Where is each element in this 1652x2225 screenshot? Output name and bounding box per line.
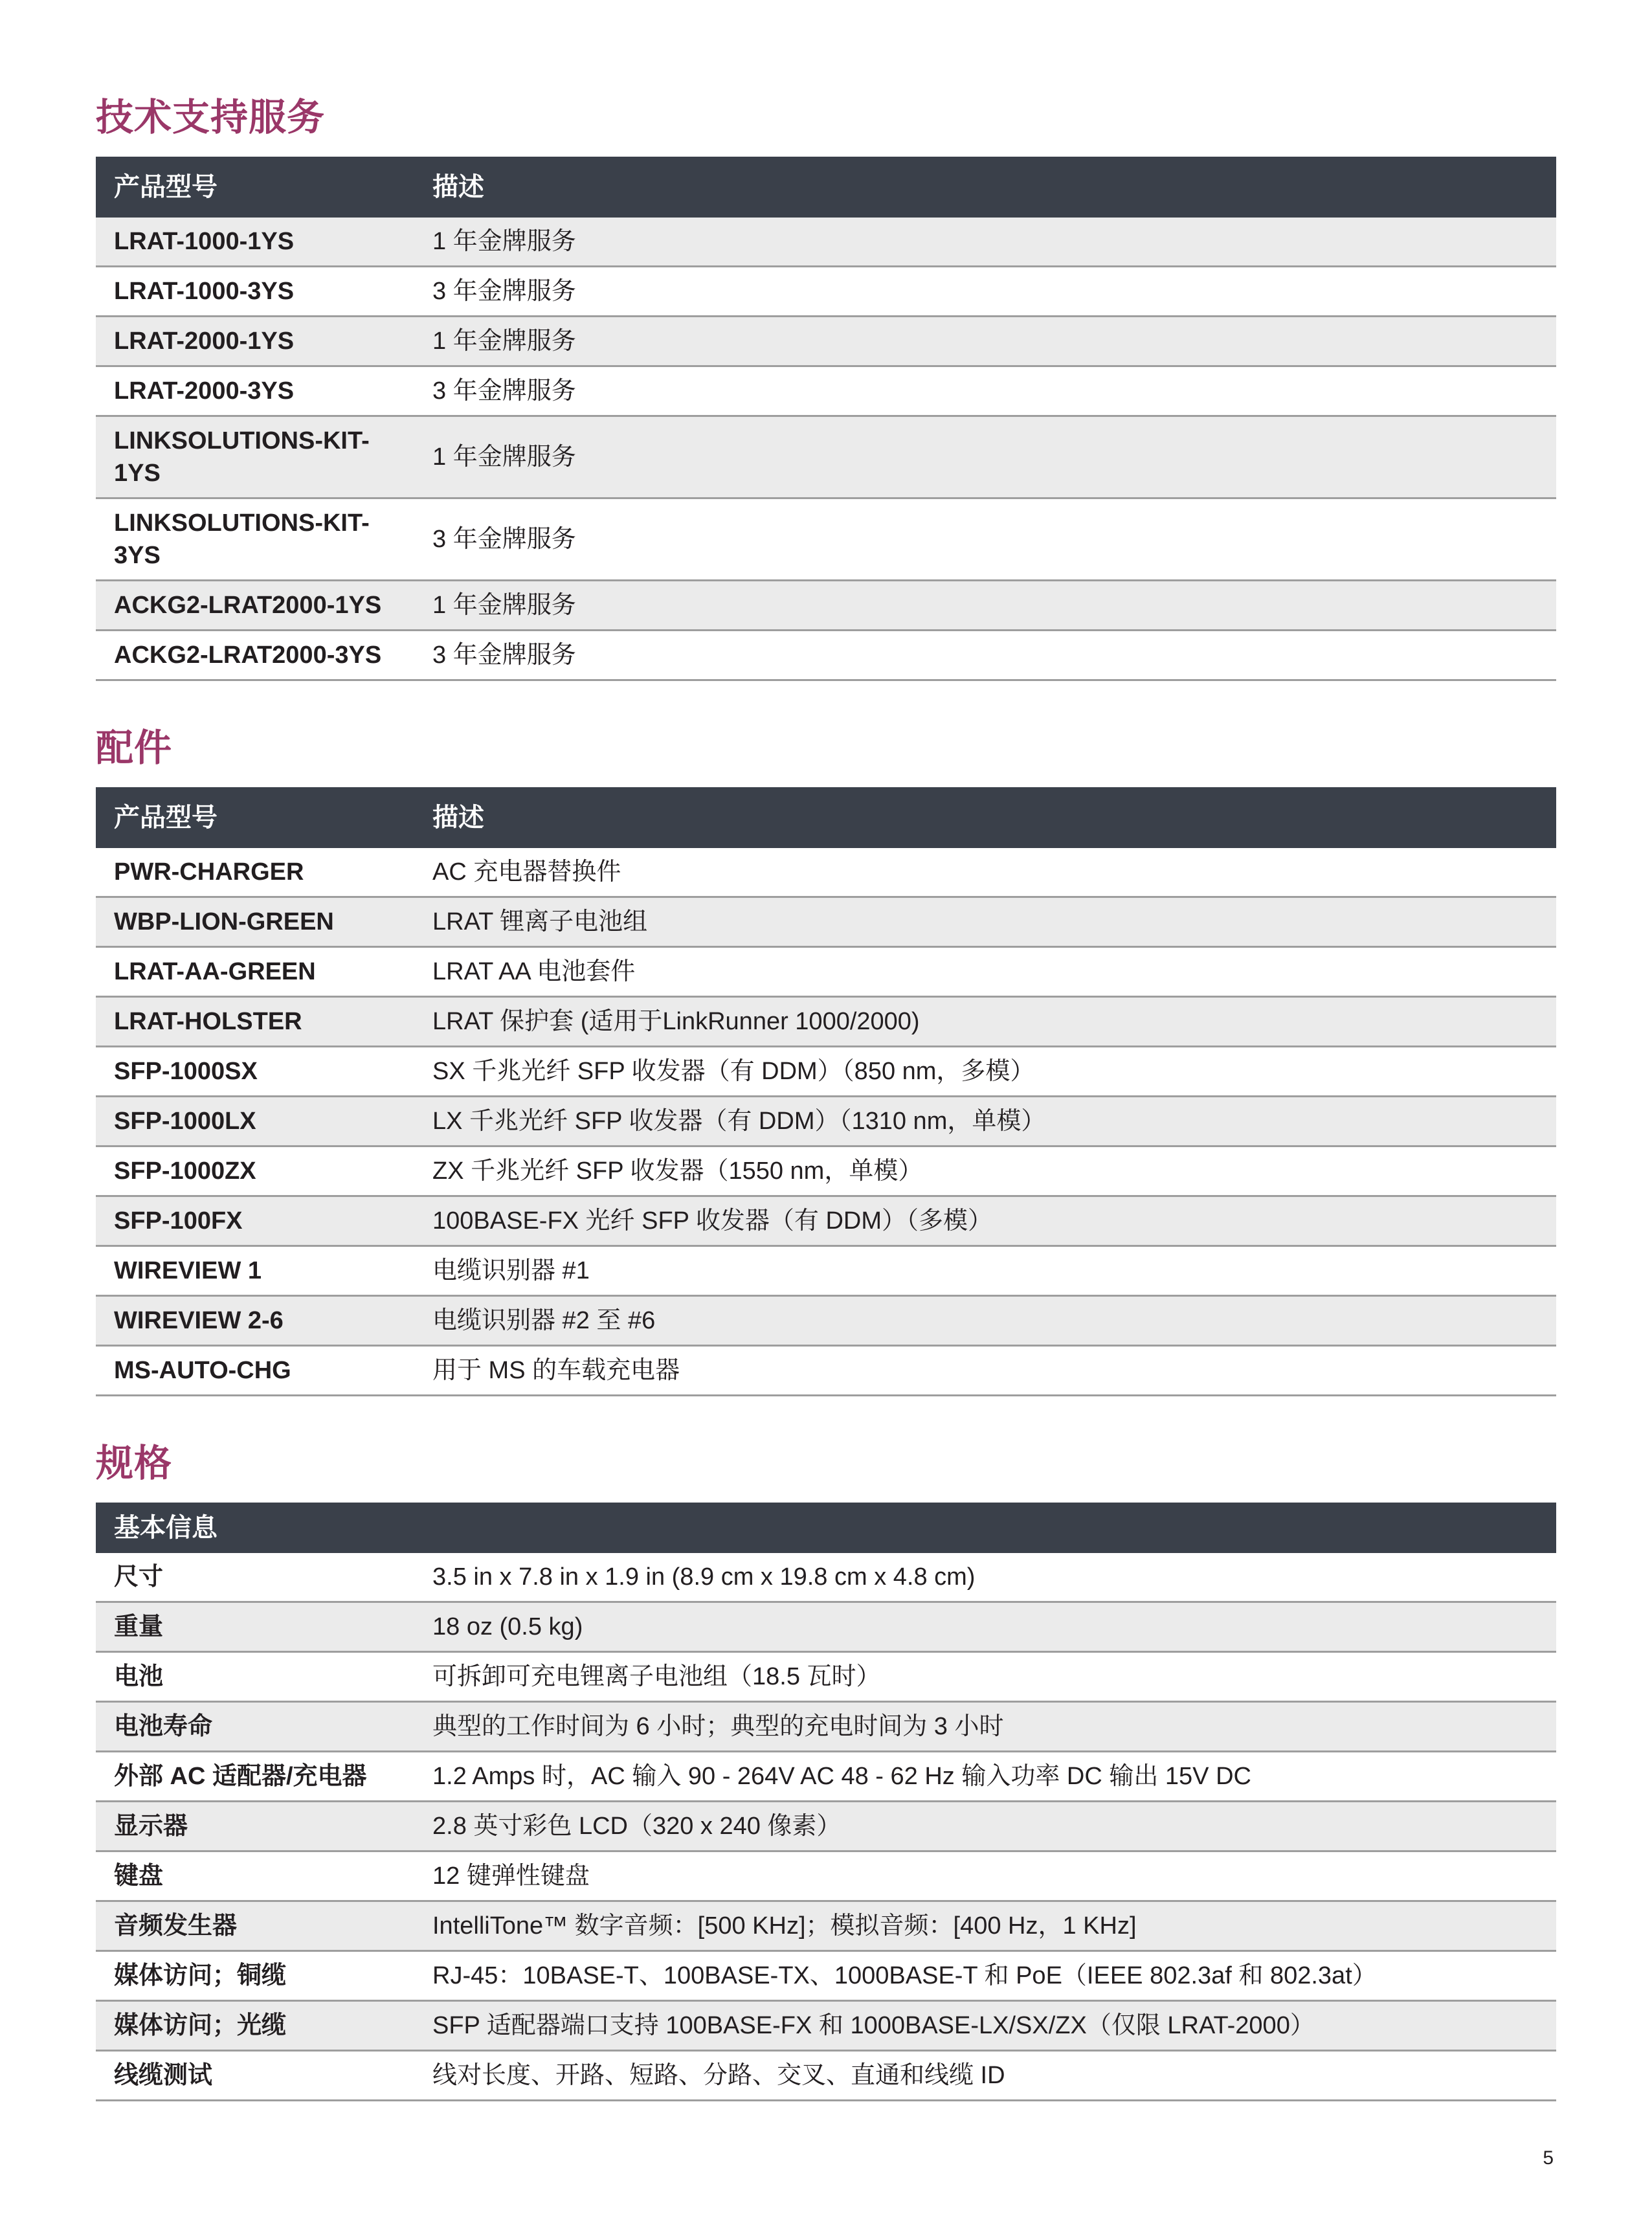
table-row	[96, 498, 1556, 581]
model-number: ACKG2-LRAT2000-1YS	[96, 581, 419, 631]
table-row	[96, 581, 1556, 631]
column-header-description: 描述	[419, 157, 1556, 218]
support-section-title: 技术支持服务	[96, 96, 326, 139]
support-services-table	[96, 157, 1556, 681]
table-header-row	[96, 157, 1556, 218]
spec-label: 显示器	[96, 1802, 419, 1851]
model-number: SFP-100FX	[96, 1196, 419, 1246]
model-number: LRAT-1000-1YS	[96, 218, 419, 267]
model-description: 3 年金牌服务	[419, 631, 1556, 680]
model-description: 100BASE-FX 光纤 SFP 收发器（有 DDM）（多模）	[419, 1196, 1556, 1246]
spec-value: 1.2 Amps 时，AC 输入 90 - 264V AC 48 - 62 Hz 输入功率 DC 输出 15V DC	[419, 1752, 1556, 1802]
column-header-model: 产品型号	[96, 787, 419, 848]
model-number: LRAT-2000-1YS	[96, 317, 419, 366]
table-row	[96, 2051, 1556, 2101]
spec-value: IntelliTone™ 数字音频：[500 KHz]；模拟音频：[400 Hz，1 KHz]	[419, 1901, 1556, 1951]
model-description: 1 年金牌服务	[419, 317, 1556, 366]
spec-label: 线缆测试	[96, 2051, 419, 2101]
table-row	[96, 366, 1556, 416]
model-description: ZX 千兆光纤 SFP 收发器（1550 nm，单模）	[419, 1146, 1556, 1196]
model-description: 3 年金牌服务	[419, 267, 1556, 317]
spec-value: 12 键弹性键盘	[419, 1851, 1556, 1901]
accessories-table	[96, 787, 1556, 1396]
model-number: LRAT-HOLSTER	[96, 997, 419, 1047]
spec-value: 可拆卸可充电锂离子电池组（18.5 瓦时）	[419, 1652, 1556, 1702]
spec-label: 电池寿命	[96, 1702, 419, 1752]
section-specifications	[96, 1443, 1556, 2101]
model-number: WBP-LION-GREEN	[96, 897, 419, 947]
table-row	[96, 218, 1556, 267]
model-number: ACKG2-LRAT2000-3YS	[96, 631, 419, 680]
specs-section-title: 规格	[96, 1442, 173, 1484]
specs-band-basic-info: 基本信息	[96, 1503, 1556, 1553]
spec-label: 电池	[96, 1652, 419, 1702]
model-description: 3 年金牌服务	[419, 498, 1556, 581]
model-number: WIREVIEW 2-6	[96, 1296, 419, 1346]
spec-label: 媒体访问；铜缆	[96, 1951, 419, 2001]
table-row	[96, 997, 1556, 1047]
specifications-table	[96, 1503, 1556, 2101]
spec-value: SFP 适配器端口支持 100BASE-FX 和 1000BASE-LX/SX/ZX（仅限 LRAT-2000）	[419, 2001, 1556, 2051]
model-description: LRAT 保护套 (适用于LinkRunner 1000/2000)	[419, 997, 1556, 1047]
spec-label: 媒体访问；光缆	[96, 2001, 419, 2051]
spec-value: 2.8 英寸彩色 LCD（320 x 240 像素）	[419, 1802, 1556, 1851]
model-description: 电缆识别器 #2 至 #6	[419, 1296, 1556, 1346]
spec-label: 尺寸	[96, 1553, 419, 1602]
spec-value: 典型的工作时间为 6 小时；典型的充电时间为 3 小时	[419, 1702, 1556, 1752]
model-description: LX 千兆光纤 SFP 收发器（有 DDM）（1310 nm，单模）	[419, 1097, 1556, 1146]
table-row	[96, 416, 1556, 498]
model-number: SFP-1000ZX	[96, 1146, 419, 1196]
table-header-row	[96, 1503, 1556, 1553]
model-number: WIREVIEW 1	[96, 1246, 419, 1296]
table-row	[96, 1146, 1556, 1196]
table-row	[96, 1602, 1556, 1652]
column-header-model: 产品型号	[96, 157, 419, 218]
model-number: LRAT-1000-3YS	[96, 267, 419, 317]
model-number: LINKSOLUTIONS-KIT-3YS	[96, 498, 419, 581]
model-number: LRAT-2000-3YS	[96, 366, 419, 416]
table-row	[96, 1752, 1556, 1802]
model-number: LRAT-AA-GREEN	[96, 947, 419, 997]
table-row	[96, 1702, 1556, 1752]
table-row	[96, 848, 1556, 897]
spec-value: 线对长度、开路、短路、分路、交叉、直通和线缆 ID	[419, 2051, 1556, 2101]
model-description: 用于 MS 的车载充电器	[419, 1346, 1556, 1396]
table-row	[96, 1951, 1556, 2001]
model-description: AC 充电器替换件	[419, 848, 1556, 897]
table-row	[96, 1296, 1556, 1346]
table-row	[96, 1097, 1556, 1146]
table-row	[96, 1553, 1556, 1602]
table-row	[96, 897, 1556, 947]
table-row	[96, 1901, 1556, 1951]
table-row	[96, 1346, 1556, 1396]
spec-value: 3.5 in x 7.8 in x 1.9 in (8.9 cm x 19.8 cm x 4.8 cm)	[419, 1553, 1556, 1602]
spec-value: 18 oz (0.5 kg)	[419, 1602, 1556, 1652]
model-description: 电缆识别器 #1	[419, 1246, 1556, 1296]
spec-value: RJ-45：10BASE-T、100BASE-TX、1000BASE-T 和 PoE（IEEE 802.3af 和 802.3at）	[419, 1951, 1556, 2001]
model-number: SFP-1000LX	[96, 1097, 419, 1146]
model-description: SX 千兆光纤 SFP 收发器（有 DDM）（850 nm，多模）	[419, 1047, 1556, 1097]
table-row	[96, 631, 1556, 680]
model-number: LINKSOLUTIONS-KIT-1YS	[96, 416, 419, 498]
model-description: 1 年金牌服务	[419, 581, 1556, 631]
model-description: LRAT 锂离子电池组	[419, 897, 1556, 947]
model-description: 1 年金牌服务	[419, 416, 1556, 498]
model-number: SFP-1000SX	[96, 1047, 419, 1097]
table-row	[96, 317, 1556, 366]
page-number: 5	[1543, 2147, 1554, 2169]
table-row	[96, 1047, 1556, 1097]
table-row	[96, 1196, 1556, 1246]
model-description: LRAT AA 电池套件	[419, 947, 1556, 997]
table-row	[96, 1851, 1556, 1901]
model-description: 1 年金牌服务	[419, 218, 1556, 267]
table-row	[96, 2001, 1556, 2051]
column-header-description: 描述	[419, 787, 1556, 848]
table-row	[96, 1652, 1556, 1702]
section-accessories	[96, 728, 1556, 1396]
spec-label: 键盘	[96, 1851, 419, 1901]
model-description: 3 年金牌服务	[419, 366, 1556, 416]
accessories-section-title: 配件	[96, 727, 173, 769]
spec-label: 音频发生器	[96, 1901, 419, 1951]
model-number: PWR-CHARGER	[96, 848, 419, 897]
spec-label: 重量	[96, 1602, 419, 1652]
table-row	[96, 267, 1556, 317]
table-header-row	[96, 787, 1556, 848]
section-support-services	[96, 97, 1556, 681]
table-row	[96, 1246, 1556, 1296]
spec-label: 外部 AC 适配器/充电器	[96, 1752, 419, 1802]
model-number: MS-AUTO-CHG	[96, 1346, 419, 1396]
table-row	[96, 947, 1556, 997]
table-row	[96, 1802, 1556, 1851]
